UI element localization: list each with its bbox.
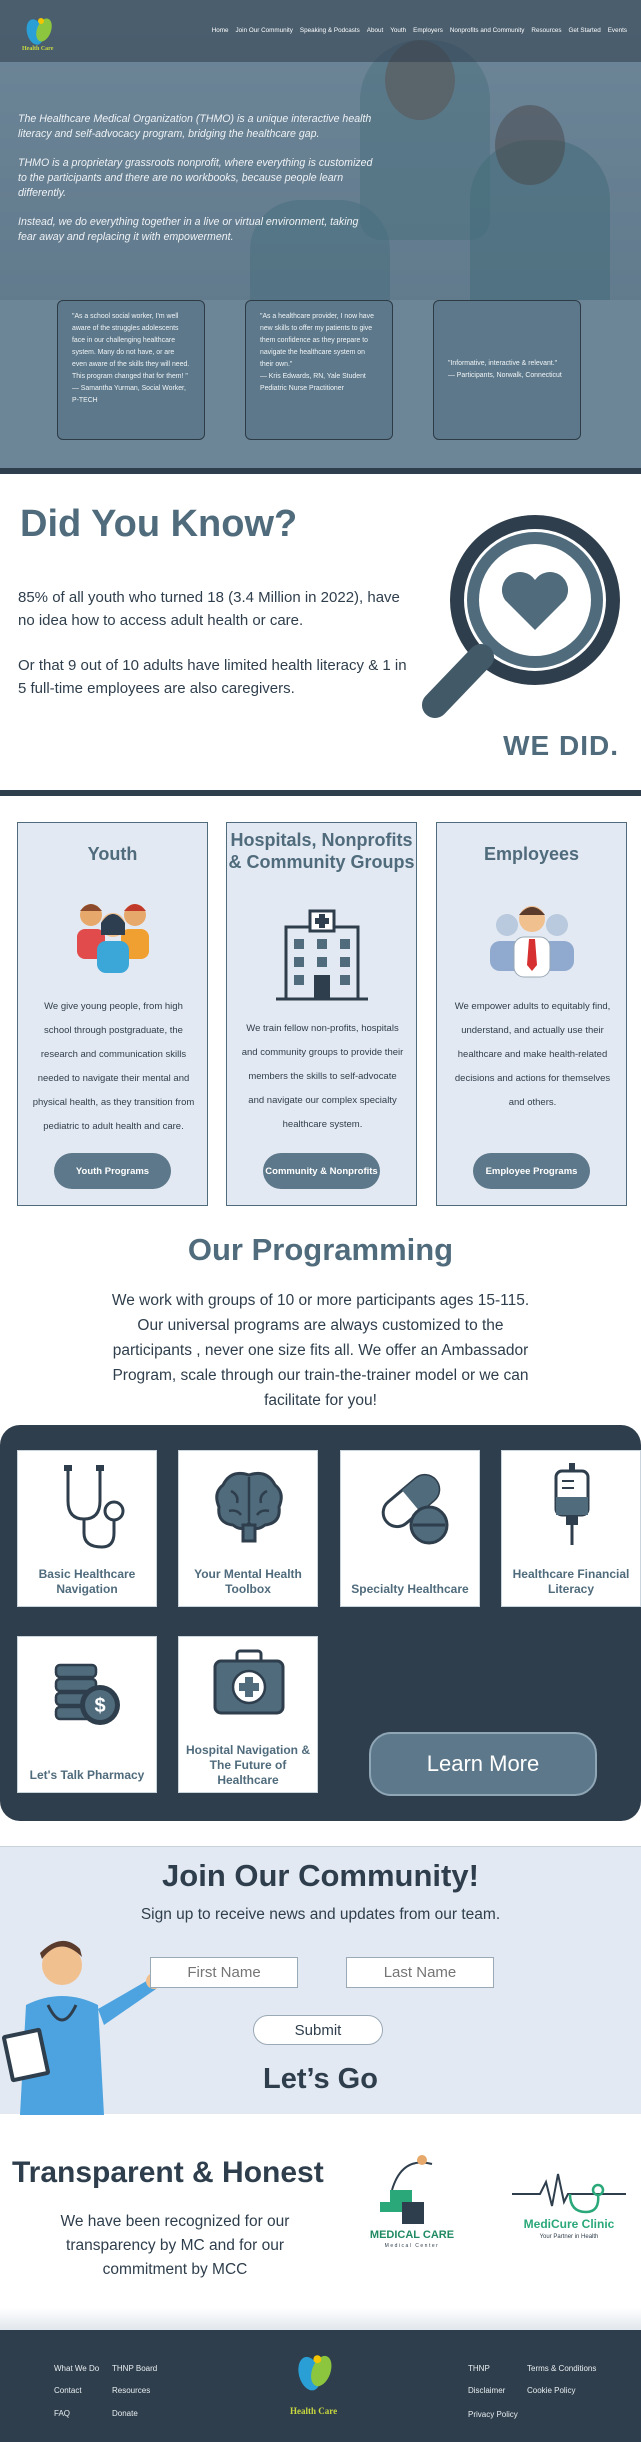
- nav-employers[interactable]: Employers: [413, 27, 443, 34]
- program-card-mental-health[interactable]: [178, 1450, 318, 1607]
- footer-link-resources[interactable]: Resources: [112, 2386, 151, 2395]
- footer-logo-icon[interactable]: [291, 2350, 341, 2400]
- footer-link-donate[interactable]: Donate: [112, 2409, 138, 2418]
- footer-link-privacy[interactable]: Privacy Policy: [468, 2410, 518, 2419]
- footer-link-faq[interactable]: FAQ: [54, 2409, 71, 2418]
- program-card-label: Healthcare Financial Literacy: [512, 1567, 630, 1596]
- audience-card-hospitals: [226, 822, 417, 1206]
- programming-description: We work with groups of 10 or more participants ages 15-115. Our universal programs are always customized to the participants , never one size fits all. We offer an Ambassador Program, scale through our train-the-trainer model or we can facilitate for you!: [111, 1292, 530, 1409]
- testimonial-author: — Samantha Yurman, Social Worker, P-TECH: [72, 385, 186, 404]
- hero-paragraph: Instead, we do everything together in a live or virtual environment, taking fear away and replacing it with empowerment.: [18, 216, 359, 243]
- pill-icon: [371, 1461, 451, 1551]
- program-card-label: Hospital Navigation & The Future of Healthcare: [185, 1743, 310, 1787]
- nav-join-community[interactable]: Join Our Community: [235, 27, 293, 34]
- nav-youth[interactable]: Youth: [390, 27, 407, 34]
- medical-care-logo-sub: Medical Center: [384, 2243, 440, 2249]
- testimonial-author: — Kris Edwards, RN, Yale Student Pediatric Nurse Practitioner: [260, 373, 366, 392]
- testimonial-text: "As a school social worker, I'm well aware of the struggles adolescents face in our challenging healthcare system. Many do not have, or are even aware of the skills they will need. This program changed that for them! ": [72, 313, 190, 380]
- medical-care-logo: [362, 2150, 462, 2250]
- logo-text: Health Care: [22, 46, 54, 52]
- footer-link-disclaimer[interactable]: Disclaimer: [468, 2386, 506, 2395]
- audience-card-youth: [17, 822, 208, 1206]
- footer-link-terms[interactable]: Terms & Conditions: [527, 2364, 597, 2373]
- program-card-basic-navigation[interactable]: [17, 1450, 157, 1607]
- audience-card-body: We give young people, from high school through postgraduate, the research and communication skills needed to navigate their mental and physical health, as they transition from pediatric to adult health and care.: [32, 1001, 195, 1132]
- footer-link-what-we-do[interactable]: What We Do: [54, 2364, 100, 2373]
- did-you-know-stat: 85% of all youth who turned 18 (3.4 Million in 2022), have no idea how to access adult health or care.: [18, 589, 400, 629]
- audience-card-body: We train fellow non-profits, hospitals and community groups to provide their members the skills to self-advocate and navigate our complex specialty healthcare system.: [241, 1023, 404, 1130]
- svg-text:$: $: [94, 1695, 106, 1717]
- testimonial-card: [57, 300, 205, 440]
- did-you-know-stat: Or that 9 out of 10 adults have limited health literacy & 1 in 5 full-time employees are also caregivers.: [18, 657, 407, 697]
- program-card-specialty[interactable]: [340, 1450, 480, 1607]
- last-name-input[interactable]: [346, 1957, 494, 1988]
- footer-logo-text: Health Care: [290, 2406, 338, 2416]
- hero-paragraph: THMO is a proprietary grassroots nonprofit, where everything is customized to the participants and there are no workbooks, because people learn differently.: [18, 157, 373, 199]
- coins-icon: [48, 1647, 128, 1737]
- audience-card-title: Employees: [483, 844, 580, 864]
- program-card-label: Let's Talk Pharmacy: [29, 1768, 145, 1782]
- footer-link-contact[interactable]: Contact: [54, 2386, 82, 2395]
- nav-events[interactable]: Events: [607, 27, 627, 34]
- testimonial-card: [433, 300, 581, 440]
- employee-programs-button[interactable]: Employee Programs: [473, 1153, 590, 1189]
- nav-about[interactable]: About: [366, 27, 384, 34]
- iv-bag-icon: [532, 1461, 612, 1551]
- we-did-text: WE DID.: [503, 730, 619, 761]
- audience-card-title: Youth: [87, 844, 138, 864]
- program-card-label: Basic Healthcare Navigation: [38, 1567, 136, 1596]
- medicure-clinic-logo: [510, 2164, 628, 2244]
- footer-link-board[interactable]: THNP Board: [112, 2364, 158, 2373]
- hospital-building-icon: [272, 905, 372, 1005]
- footer-link-cookie[interactable]: Cookie Policy: [527, 2386, 576, 2395]
- medical-care-logo-name: MEDICAL CARE: [369, 2229, 455, 2241]
- program-card-pharmacy[interactable]: [17, 1636, 157, 1793]
- nav-nonprofits[interactable]: Nonprofits and Community: [449, 27, 525, 34]
- brain-icon: [209, 1461, 289, 1551]
- submit-button[interactable]: Submit: [253, 2015, 383, 2045]
- medicure-clinic-logo-name: MediCure Clinic: [523, 2217, 615, 2231]
- program-card-hospital-navigation[interactable]: [178, 1636, 318, 1793]
- programming-title: Our Programming: [187, 1232, 454, 1267]
- section-divider: [0, 790, 641, 796]
- community-nonprofits-button[interactable]: Community & Nonprofits: [263, 1153, 380, 1189]
- audience-card-title: Hospitals, Nonprofits & Community Groups: [228, 830, 415, 872]
- youth-programs-button[interactable]: Youth Programs: [54, 1153, 171, 1189]
- first-name-input[interactable]: [150, 1957, 298, 1988]
- youth-group-icon: [63, 885, 163, 985]
- transparent-title: Transparent & Honest: [12, 2156, 324, 2189]
- testimonial-author: — Participants, Norwalk, Connecticut: [448, 372, 562, 379]
- lets-go-text: Let’s Go: [263, 2063, 378, 2095]
- main-nav: [212, 27, 627, 34]
- nav-speaking-podcasts[interactable]: Speaking & Podcasts: [299, 27, 360, 34]
- nav-home[interactable]: Home: [211, 27, 229, 34]
- program-card-label: Your Mental Health Toolbox: [194, 1567, 302, 1596]
- hero-section: [0, 0, 641, 468]
- magnifier-heart-icon: [405, 505, 635, 735]
- stethoscope-icon: [48, 1461, 128, 1551]
- program-card-label: Specialty Healthcare: [351, 1582, 469, 1596]
- top-navbar: [0, 0, 641, 62]
- program-card-financial-literacy[interactable]: [501, 1450, 641, 1607]
- medicure-clinic-logo-sub: Your Partner in Health: [539, 2234, 599, 2240]
- learn-more-button[interactable]: Learn More: [369, 1732, 597, 1796]
- testimonial-text: "As a healthcare provider, I now have new skills to offer my patients to give them confidence as they prepare to navigate the healthcare system on their own.": [260, 313, 374, 368]
- audience-card-employees: [436, 822, 627, 1206]
- testimonials-strip: [0, 300, 641, 468]
- testimonial-card: [245, 300, 393, 440]
- transparent-text: We have been recognized for our transparency by MC and for our commitment by MCC: [60, 2213, 290, 2278]
- nav-resources[interactable]: Resources: [531, 27, 562, 34]
- employees-group-icon: [482, 885, 582, 985]
- hero-paragraph: The Healthcare Medical Organization (THMO) is a unique interactive health literacy and self-advocacy program, bridging the healthcare gap.: [18, 113, 372, 140]
- nav-get-started[interactable]: Get Started: [568, 27, 601, 34]
- did-you-know-title: Did You Know?: [20, 503, 298, 545]
- join-subtitle: Sign up to receive news and updates from our team.: [140, 1906, 501, 1923]
- medical-kit-icon: [209, 1647, 289, 1737]
- footer-link-thnp[interactable]: THNP: [468, 2364, 490, 2373]
- section-divider: [0, 468, 641, 474]
- hero-intro: [18, 112, 378, 259]
- audience-card-body: We empower adults to equitably find, understand, and actually use their healthcare and make health-related decisions and actions for themselves and others.: [454, 1001, 611, 1108]
- join-title: Join Our Community!: [162, 1858, 479, 1893]
- testimonial-text: "Informative, interactive & relevant.": [448, 360, 558, 367]
